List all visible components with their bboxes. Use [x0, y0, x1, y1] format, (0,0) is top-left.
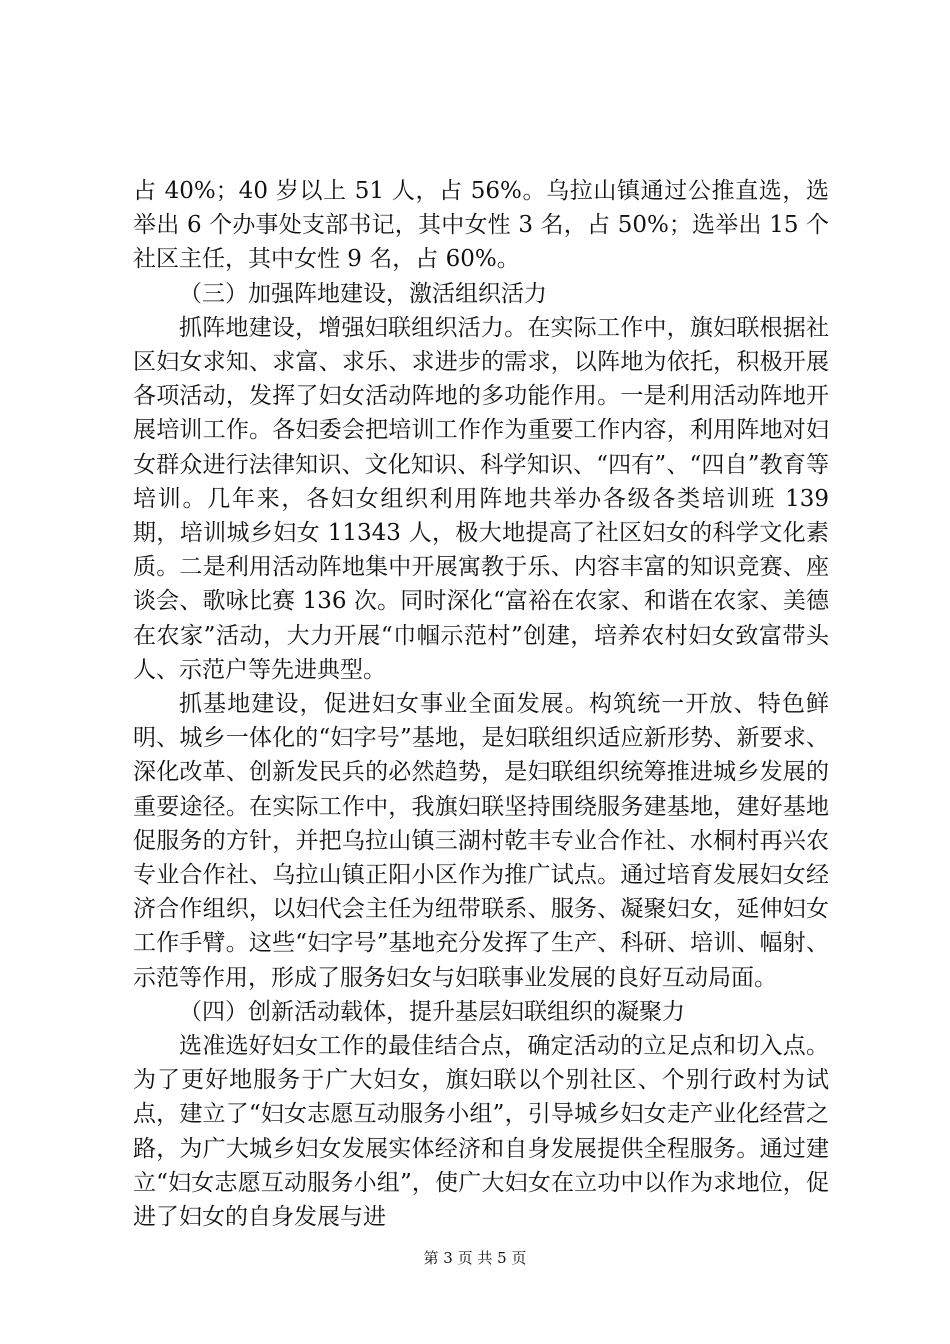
section-heading-4: （四）创新活动载体，提升基层妇联组织的凝聚力 — [179, 998, 685, 1025]
section-heading-3: （三）加强阵地建设，激活组织活力 — [179, 280, 547, 307]
paragraph-1: 占 40%；40 岁以上 51 人，占 56%。乌拉山镇通过公推直选，选举出 6 个办事处支部书记，其中女性 3 名，占 50%；选举出 15 个社区主任，其中女性 9 名，占 60%。 — [133, 178, 829, 273]
paragraph-3: 抓阵地建设，增强妇联组织活力。在实际工作中，旗妇联根据社区妇女求知、求富、求乐、求进步的需求，以阵地为依托，积极开展各项活动，发挥了妇女活动阵地的多功能作用。一是利用活动阵地开展培训工作。各妇委会把培训工作作为重要工作内容，利用阵地对妇女群众进行法律知识、文化知识、科学知识、“四有”、“四自”教育等培训。几年来，各妇女组织利用阵地共举办各级各类培训班 139 期，培训城乡妇女 11343 人，极大地提高了社区妇女的科学文化素质。二是利用活动阵地集中开展寓教于乐、内容丰富的知识竞赛、座谈会、歌咏比赛 136 次。同时深化“富裕在农家、和谐在农家、美德在农家”活动，大力开展“巾帼示范村”创建，培养农村妇女致富带头人、示范户等先进典型。 — [133, 314, 829, 683]
paragraph-4: 抓基地建设，促进妇女事业全面发展。构筑统一开放、特色鲜明、城乡一体化的“妇字号”基地，是妇联组织适应新形势、新要求、深化改革、创新发民兵的必然趋势，是妇联组织统筹推进城乡发展的重要途径。在实际工作中，我旗妇联坚持围绕服务建基地，建好基地促服务的方针，并把乌拉山镇三湖村乾丰专业合作社、水桐村再兴农专业合作社、乌拉山镇正阳小区作为推广试点。通过培育发展妇女经济合作组织，以妇代会主任为纽带联系、服务、凝聚妇女，延伸妇女工作手臂。这些“妇字号”基地充分发挥了生产、科研、培训、幅射、示范等作用，形成了服务妇女与妇联事业发展的良好互动局面。 — [133, 691, 829, 991]
paragraph-6: 选准选好妇女工作的最佳结合点，确定活动的立足点和切入点。为了更好地服务于广大妇女，旗妇联以个别社区、个别行政村为试点，建立了“妇女志愿互动服务小组”，引导城乡妇女走产业化经营之路，为广大城乡妇女发展实体经济和自身发展提供全程服务。通过建立“妇女志愿互动服务小组”，使广大妇女在立功中以作为求地位，促进了妇女的自身发展与进 — [133, 1033, 829, 1231]
page-footer: 第 3 页 共 5 页 — [423, 1249, 527, 1267]
document-body — [133, 174, 829, 1234]
